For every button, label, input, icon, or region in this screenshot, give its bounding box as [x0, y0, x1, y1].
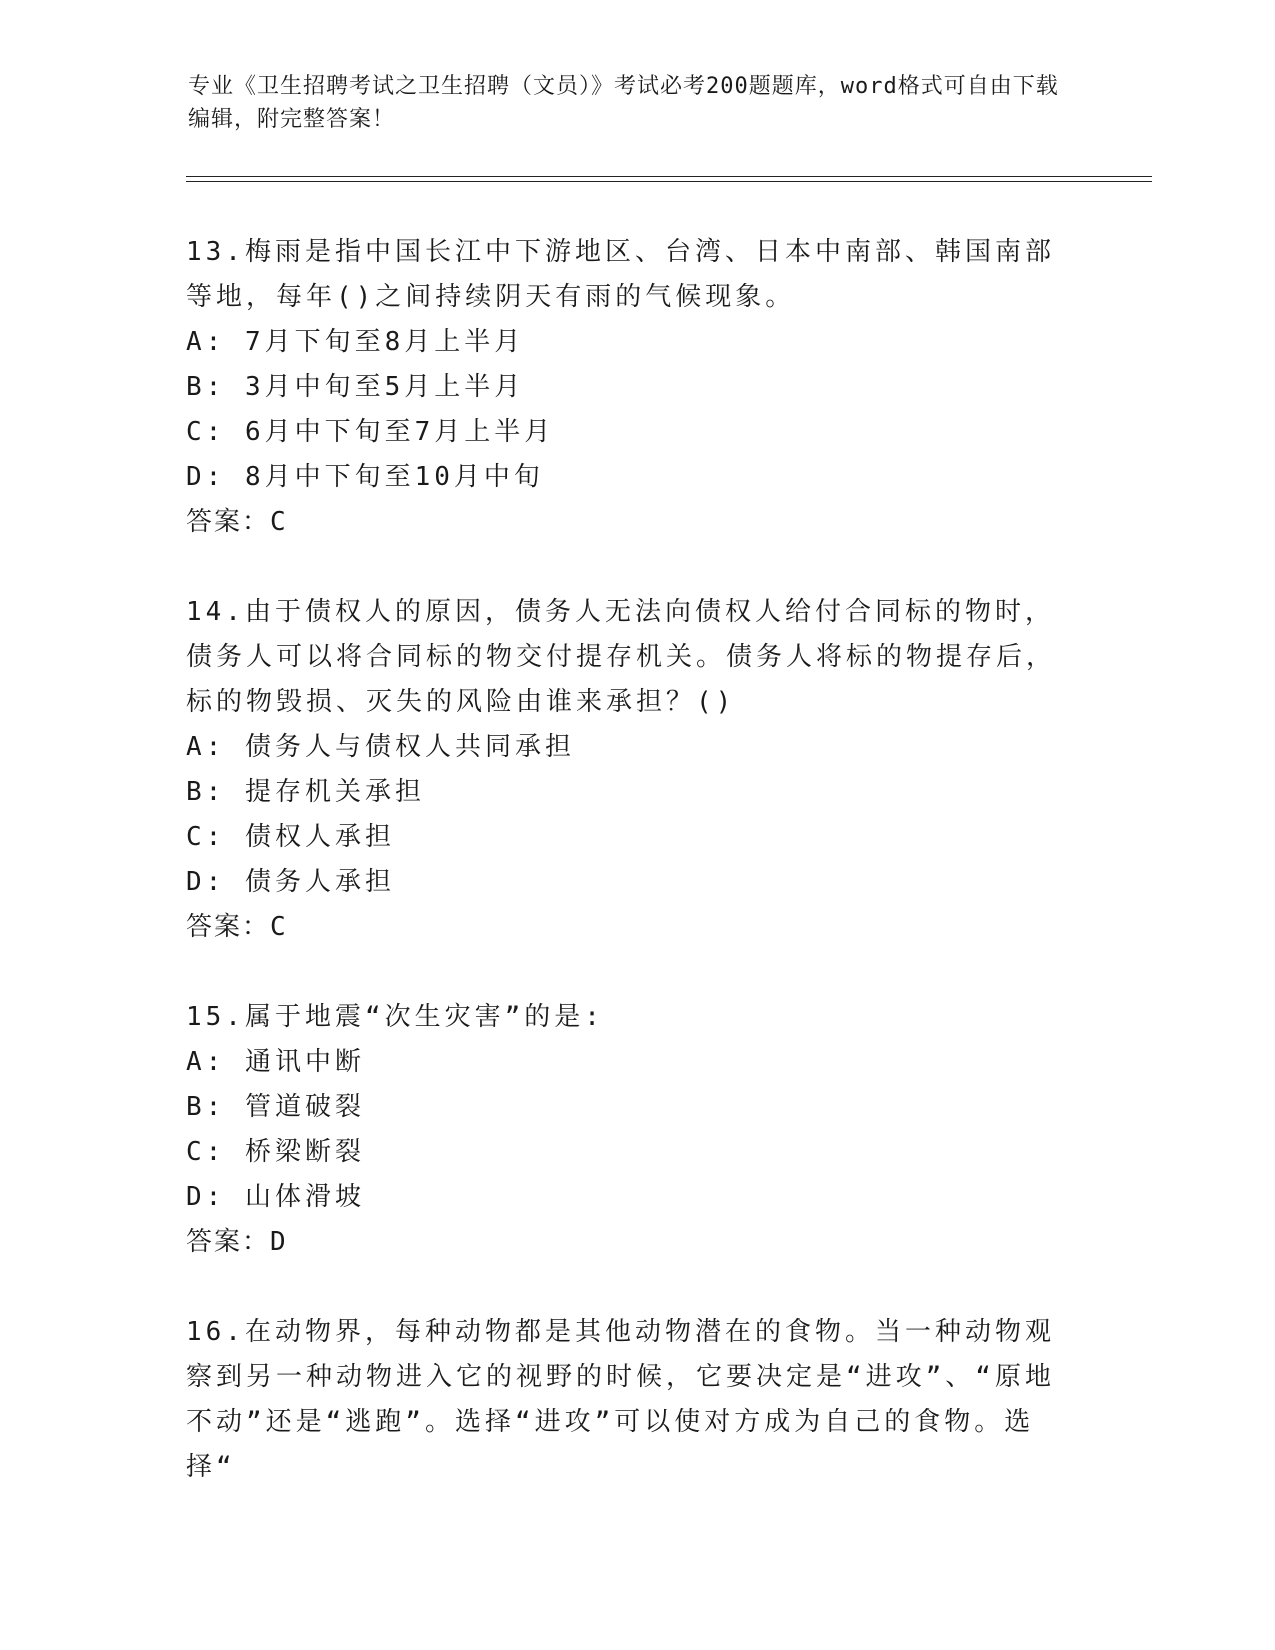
question-16	[186, 1310, 1076, 1490]
option-b: B: 管道破裂	[186, 1092, 365, 1122]
option-c: C: 债权人承担	[186, 822, 395, 852]
question-text: 13.梅雨是指中国长江中下游地区、台湾、日本中南部、韩国南部等地，每年()之间持续阴天有雨的气候现象。	[186, 237, 1055, 312]
question-list	[186, 230, 1076, 1490]
spacer	[186, 950, 1076, 995]
answer-label: 答案：	[186, 507, 271, 537]
question-text: 16.在动物界，每种动物都是其他动物潜在的食物。当一种动物观察到另一种动物进入它的视野的时候，它要决定是“进攻”、“原地不动”还是“逃跑”。选择“进攻”可以使对方成为自己的食物。选择“	[186, 1317, 1055, 1482]
header-text: 专业《卫生招聘考试之卫生招聘（文员）》考试必考200题题库，word格式可自由下载编辑，附完整答案！	[188, 74, 1059, 132]
option-b: B: 提存机关承担	[186, 777, 425, 807]
spacer	[186, 1265, 1076, 1310]
answer-label: 答案：	[186, 912, 271, 942]
question-text: 14.由于债权人的原因，债务人无法向债权人给付合同标的物时，债务人可以将合同标的物交付提存机关。债务人将标的物提存后，标的物毁损、灭失的风险由谁来承担？()	[186, 597, 1057, 717]
question-14	[186, 590, 1076, 950]
option-a: A: 7月下旬至8月上半月	[186, 327, 525, 357]
option-c: C: 6月中下旬至7月上半月	[186, 417, 555, 447]
spacer	[186, 545, 1076, 590]
answer-line	[186, 500, 1076, 545]
option-b: B: 3月中旬至5月上半月	[186, 372, 525, 402]
option-d: D: 山体滑坡	[186, 1182, 365, 1212]
answer-value: D	[270, 1227, 288, 1257]
question-13	[186, 230, 1076, 545]
document-header	[188, 70, 1068, 136]
question-text: 15.属于地震“次生灾害”的是:	[186, 1002, 604, 1032]
option-a: A: 通讯中断	[186, 1047, 365, 1077]
answer-value: C	[270, 507, 288, 537]
answer-value: C	[270, 912, 288, 942]
header-rule-top	[186, 176, 1152, 177]
answer-line	[186, 905, 1076, 950]
option-a: A: 债务人与债权人共同承担	[186, 732, 575, 762]
option-d: D: 债务人承担	[186, 867, 395, 897]
question-15	[186, 995, 1076, 1265]
answer-line	[186, 1220, 1076, 1265]
header-rule-bottom	[186, 181, 1152, 182]
option-d: D: 8月中下旬至10月中旬	[186, 462, 544, 492]
option-c: C: 桥梁断裂	[186, 1137, 365, 1167]
answer-label: 答案：	[186, 1227, 271, 1257]
